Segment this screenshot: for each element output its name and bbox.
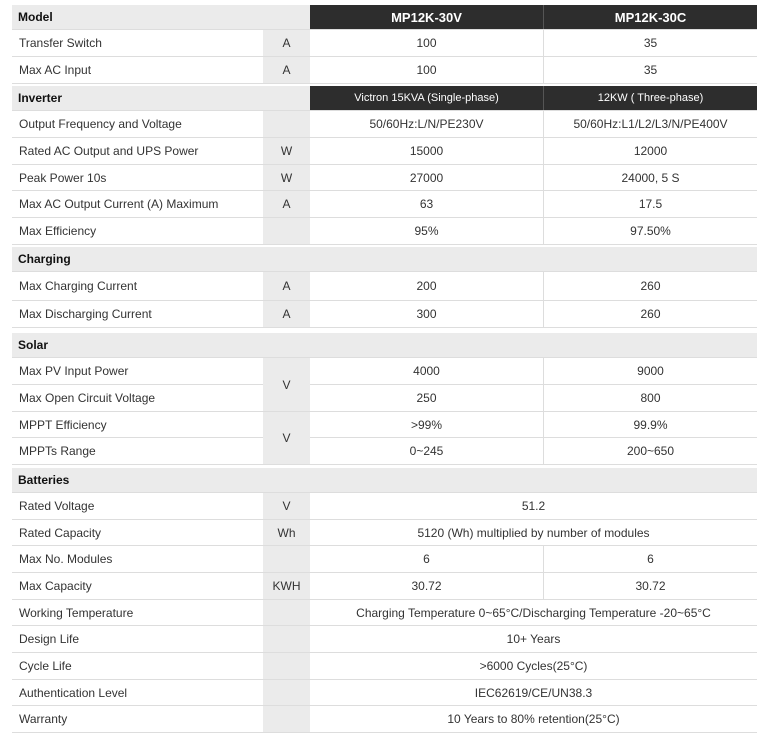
table-row xyxy=(12,30,757,57)
value-col-2: 260 xyxy=(543,301,757,327)
value-col-2: 9000 xyxy=(543,358,757,384)
table-row xyxy=(12,385,757,412)
row-unit: W xyxy=(263,138,310,164)
value-merged: IEC62619/CE/UN38.3 xyxy=(474,685,593,700)
table-row xyxy=(12,218,757,245)
row-label: MPPT Efficiency xyxy=(19,417,107,432)
section-header-charging xyxy=(12,247,757,272)
value-col-1: 4000 xyxy=(413,364,440,378)
row-unit: KWH xyxy=(263,573,310,599)
row-unit xyxy=(263,218,310,244)
row-unit xyxy=(263,546,310,572)
value-col-2: 800 xyxy=(543,385,757,411)
row-label: Max Capacity xyxy=(19,579,92,593)
row-label: Peak Power 10s xyxy=(19,170,107,185)
value-col-2: 12000 xyxy=(543,138,757,164)
row-label: Rated AC Output and UPS Power xyxy=(19,144,199,158)
row-label: Transfer Switch xyxy=(19,36,102,50)
value-col-1: 200 xyxy=(416,279,437,293)
value-col-2: 260 xyxy=(543,272,757,300)
table-row xyxy=(12,706,757,733)
value-col-1: 100 xyxy=(416,63,437,77)
value-col-2: 24000, 5 S xyxy=(543,165,757,190)
row-unit: A xyxy=(263,57,310,83)
value-col-1: 95% xyxy=(414,224,439,238)
row-unit xyxy=(263,706,310,732)
value-merged: 51.2 xyxy=(521,499,546,513)
value-col-1: 27000 xyxy=(409,170,444,185)
row-label: Max PV Input Power xyxy=(19,364,129,378)
row-label: Max Discharging Current xyxy=(19,307,152,321)
table-row xyxy=(12,680,757,706)
row-unit: A xyxy=(263,301,310,327)
table-row xyxy=(12,438,757,465)
model-column-1-header: MP12K-30V xyxy=(310,5,543,29)
row-label: Max No. Modules xyxy=(19,552,113,566)
row-unit: A xyxy=(263,191,310,217)
value-col-2: 6 xyxy=(543,546,757,572)
row-unit xyxy=(263,626,310,652)
row-label: Warranty xyxy=(19,712,68,726)
row-unit: W xyxy=(263,165,310,190)
value-col-2: 35 xyxy=(543,30,757,56)
row-unit: A xyxy=(263,272,310,300)
value-col-1: 50/60Hz:L/N/PE230V xyxy=(369,117,484,131)
value-col-2: 30.72 xyxy=(543,573,757,599)
value-col-2: 35 xyxy=(543,57,757,83)
section-title: Model xyxy=(18,10,53,24)
value-col-2: 50/60Hz:L1/L2/L3/N/PE400V xyxy=(543,111,757,137)
row-unit: V xyxy=(263,493,310,519)
value-merged: 10+ Years xyxy=(506,632,561,646)
table-row xyxy=(12,546,757,573)
row-label: Max Open Circuit Voltage xyxy=(19,391,156,405)
value-col-1: 6 xyxy=(423,552,430,566)
row-label: MPPTs Range xyxy=(19,444,96,458)
table-row xyxy=(12,165,757,191)
table-row xyxy=(12,600,757,626)
table-row xyxy=(12,653,757,680)
value-merged: >6000 Cycles(25°C) xyxy=(479,659,588,673)
row-label: Rated Voltage xyxy=(19,499,95,513)
section-title: Inverter xyxy=(18,91,63,105)
section-title: Charging xyxy=(18,252,71,266)
table-row xyxy=(12,111,757,138)
table-row xyxy=(12,301,757,328)
row-label: Max AC Input xyxy=(19,63,92,77)
row-unit xyxy=(263,680,310,705)
value-col-1: 15000 xyxy=(409,144,444,158)
value-col-1: 30.72 xyxy=(411,579,442,593)
value-col-2: 17.5 xyxy=(543,191,757,217)
section-header-inverter xyxy=(12,86,757,111)
inverter-column-2-header: 12KW ( Three-phase) xyxy=(543,86,757,110)
solar-unit-merged-b: V xyxy=(263,412,310,464)
section-header-solar xyxy=(12,333,757,358)
row-unit xyxy=(263,653,310,679)
row-unit xyxy=(263,111,310,137)
row-label: Working Temperature xyxy=(19,605,134,620)
section-header-model xyxy=(12,5,757,30)
row-label: Max AC Output Current (A) Maximum xyxy=(19,197,219,211)
row-label: Output Frequency and Voltage xyxy=(19,117,182,131)
table-row xyxy=(12,493,757,520)
row-label: Rated Capacity xyxy=(19,525,102,540)
value-merged: Charging Temperature 0~65°C/Discharging Temperature -20~65°C xyxy=(356,605,711,620)
row-unit: A xyxy=(263,30,310,56)
table-row xyxy=(12,138,757,165)
table-row xyxy=(12,573,757,600)
table-row xyxy=(12,412,757,438)
row-unit: Wh xyxy=(263,520,310,545)
value-col-1: 250 xyxy=(416,391,437,405)
row-label: Max Efficiency xyxy=(19,224,97,238)
table-row xyxy=(12,626,757,653)
value-col-2: 97.50% xyxy=(543,218,757,244)
value-col-2: 200~650 xyxy=(543,438,757,464)
value-col-1: 100 xyxy=(416,36,437,50)
value-merged: 5120 (Wh) multiplied by number of modules xyxy=(417,525,650,540)
value-merged: 10 Years to 80% retention(25°C) xyxy=(447,712,620,726)
row-label: Max Charging Current xyxy=(19,279,138,293)
table-row xyxy=(12,191,757,218)
row-label: Design Life xyxy=(19,632,80,646)
table-row xyxy=(12,57,757,84)
value-col-1: 63 xyxy=(419,197,434,211)
table-row xyxy=(12,358,757,385)
row-label: Cycle Life xyxy=(19,659,72,673)
row-unit xyxy=(263,600,310,625)
table-row xyxy=(12,520,757,546)
table-row xyxy=(12,272,757,301)
section-title: Solar xyxy=(18,338,49,352)
value-col-1: >99% xyxy=(410,417,443,432)
section-header-batteries xyxy=(12,468,757,493)
model-column-2-header: MP12K-30C xyxy=(543,5,757,29)
value-col-1: 300 xyxy=(416,307,437,321)
solar-unit-merged-a: V xyxy=(263,358,310,411)
value-col-1: 0~245 xyxy=(409,444,444,458)
row-label: Authentication Level xyxy=(19,685,128,700)
value-col-2: 99.9% xyxy=(543,412,757,437)
inverter-column-1-header: Victron 15KVA (Single-phase) xyxy=(310,86,543,110)
section-title: Batteries xyxy=(18,473,70,487)
